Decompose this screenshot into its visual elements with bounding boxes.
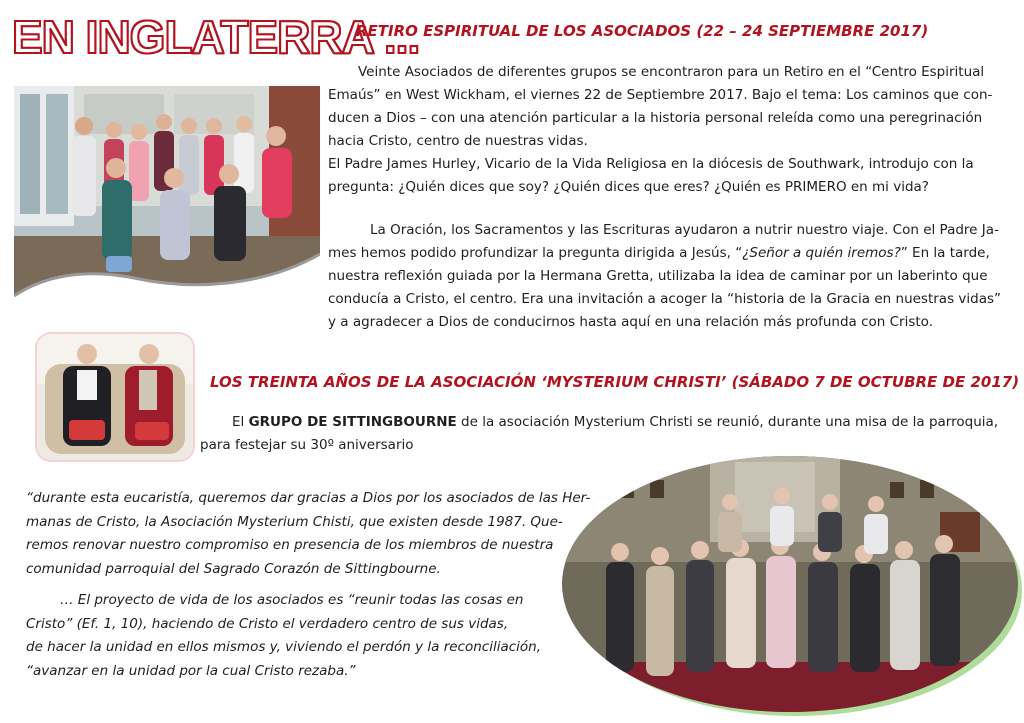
emphasized-quote: ¿Señor a quién iremos? [742,245,901,261]
quote-line: remos renovar nuestro compromiso en presencia de los miembros de nuestra [26,537,554,553]
text-line: El Padre James Hurley, Vicario de la Vida Religiosa en la diócesis de Southwark, introdujo con la [328,156,974,172]
text-run: de la asociación Mysterium Christi se reunió, durante una misa de la parroquia, [456,414,999,430]
text-line: Veinte Asociados de diferentes grupos se encontraron para un Retiro en el “Centro Espiritual [358,64,985,80]
section2-intro [200,411,1012,457]
two-women-photo [37,334,193,460]
section2-title: LOS TREINTA AÑOS DE LA ASOCIACIÓN ‘MYSTERIUM CHRISTI’ (SÁBADO 7 DE OCTUBRE DE 2017) [210,373,1020,391]
text-run: ” En la tarde, [900,245,990,261]
two-women-image [37,334,193,460]
quote-line: Cristo” (Ef. 1, 10), haciendo de Cristo el verdadero centro de sus vidas, [26,615,509,632]
quote-line: “avanzar en la unidad por la cual Cristo rezaba.” [26,662,356,679]
quote-line: comunidad parroquial del Sagrado Corazón de Sittingbourne. [26,560,441,577]
text-line: y a agradecer a Dios de conducirnos hasta aquí en una relación más profunda con Cristo. [328,314,933,330]
quote-line: … El proyecto de vida de los asociados es “reunir todas las cosas en [60,592,524,608]
text-run: El [232,414,249,430]
text-line: Emaús” en West Wickham, el viernes 22 de Septiembre 2017. Bajo el tema: Los caminos que con- [328,87,993,103]
retreat-group-photo [14,86,320,300]
section1-title: RETIRO ESPIRITUAL DE LOS ASOCIADOS (22 – 24 SEPTIEMBRE 2017) [356,22,929,40]
text-line: conducía a Cristo, el centro. Era una invitación a acoger la “historia de la Gracia en nuestras vidas” [328,291,1002,307]
text-line: hacia Cristo, centro de nuestras vidas. [328,133,588,149]
section2-quote [26,487,591,683]
church-group-photo [560,452,1024,720]
quote-line: “durante esta eucaristía, queremos dar gracias a Dios por los asociados de las Her- [26,490,591,506]
text-line: para festejar su 30º aniversario [200,437,414,453]
text-line: ducen a Dios – con una atención particular a la historia personal releída como una peregrinación [328,110,983,126]
text-line: nuestra reflexión guiada por la Hermana Gretta, utilizaba la idea de caminar por un laberinto que [328,268,988,284]
text-run: mes hemos podido profundizar la pregunta dirigida a Jesús, “ [328,245,743,261]
section1-paragraph-1 [328,61,1008,199]
text-line: pregunta: ¿Quién dices que soy? ¿Quién dices que eres? ¿Quién es PRIMERO en mi vida? [328,179,929,195]
quote-line: de hacer la unidad en ellos mismos y, viviendo el perdón y la reconciliación, [26,639,542,655]
page-title: EN INGLATERRA ... [12,11,420,63]
text-line [328,242,1008,265]
group-name: GRUPO DE SITTINGBOURNE [248,414,457,430]
section1-paragraph-2 [328,219,1008,334]
text-line: La Oración, los Sacramentos y las Escrituras ayudaron a nutrir nuestro viaje. Con el Padre Ja- [370,222,999,238]
quote-line: manas de Cristo, la Asociación Mysterium Chisti, que existen desde 1987. Que- [26,513,563,530]
text-line [200,411,1012,434]
